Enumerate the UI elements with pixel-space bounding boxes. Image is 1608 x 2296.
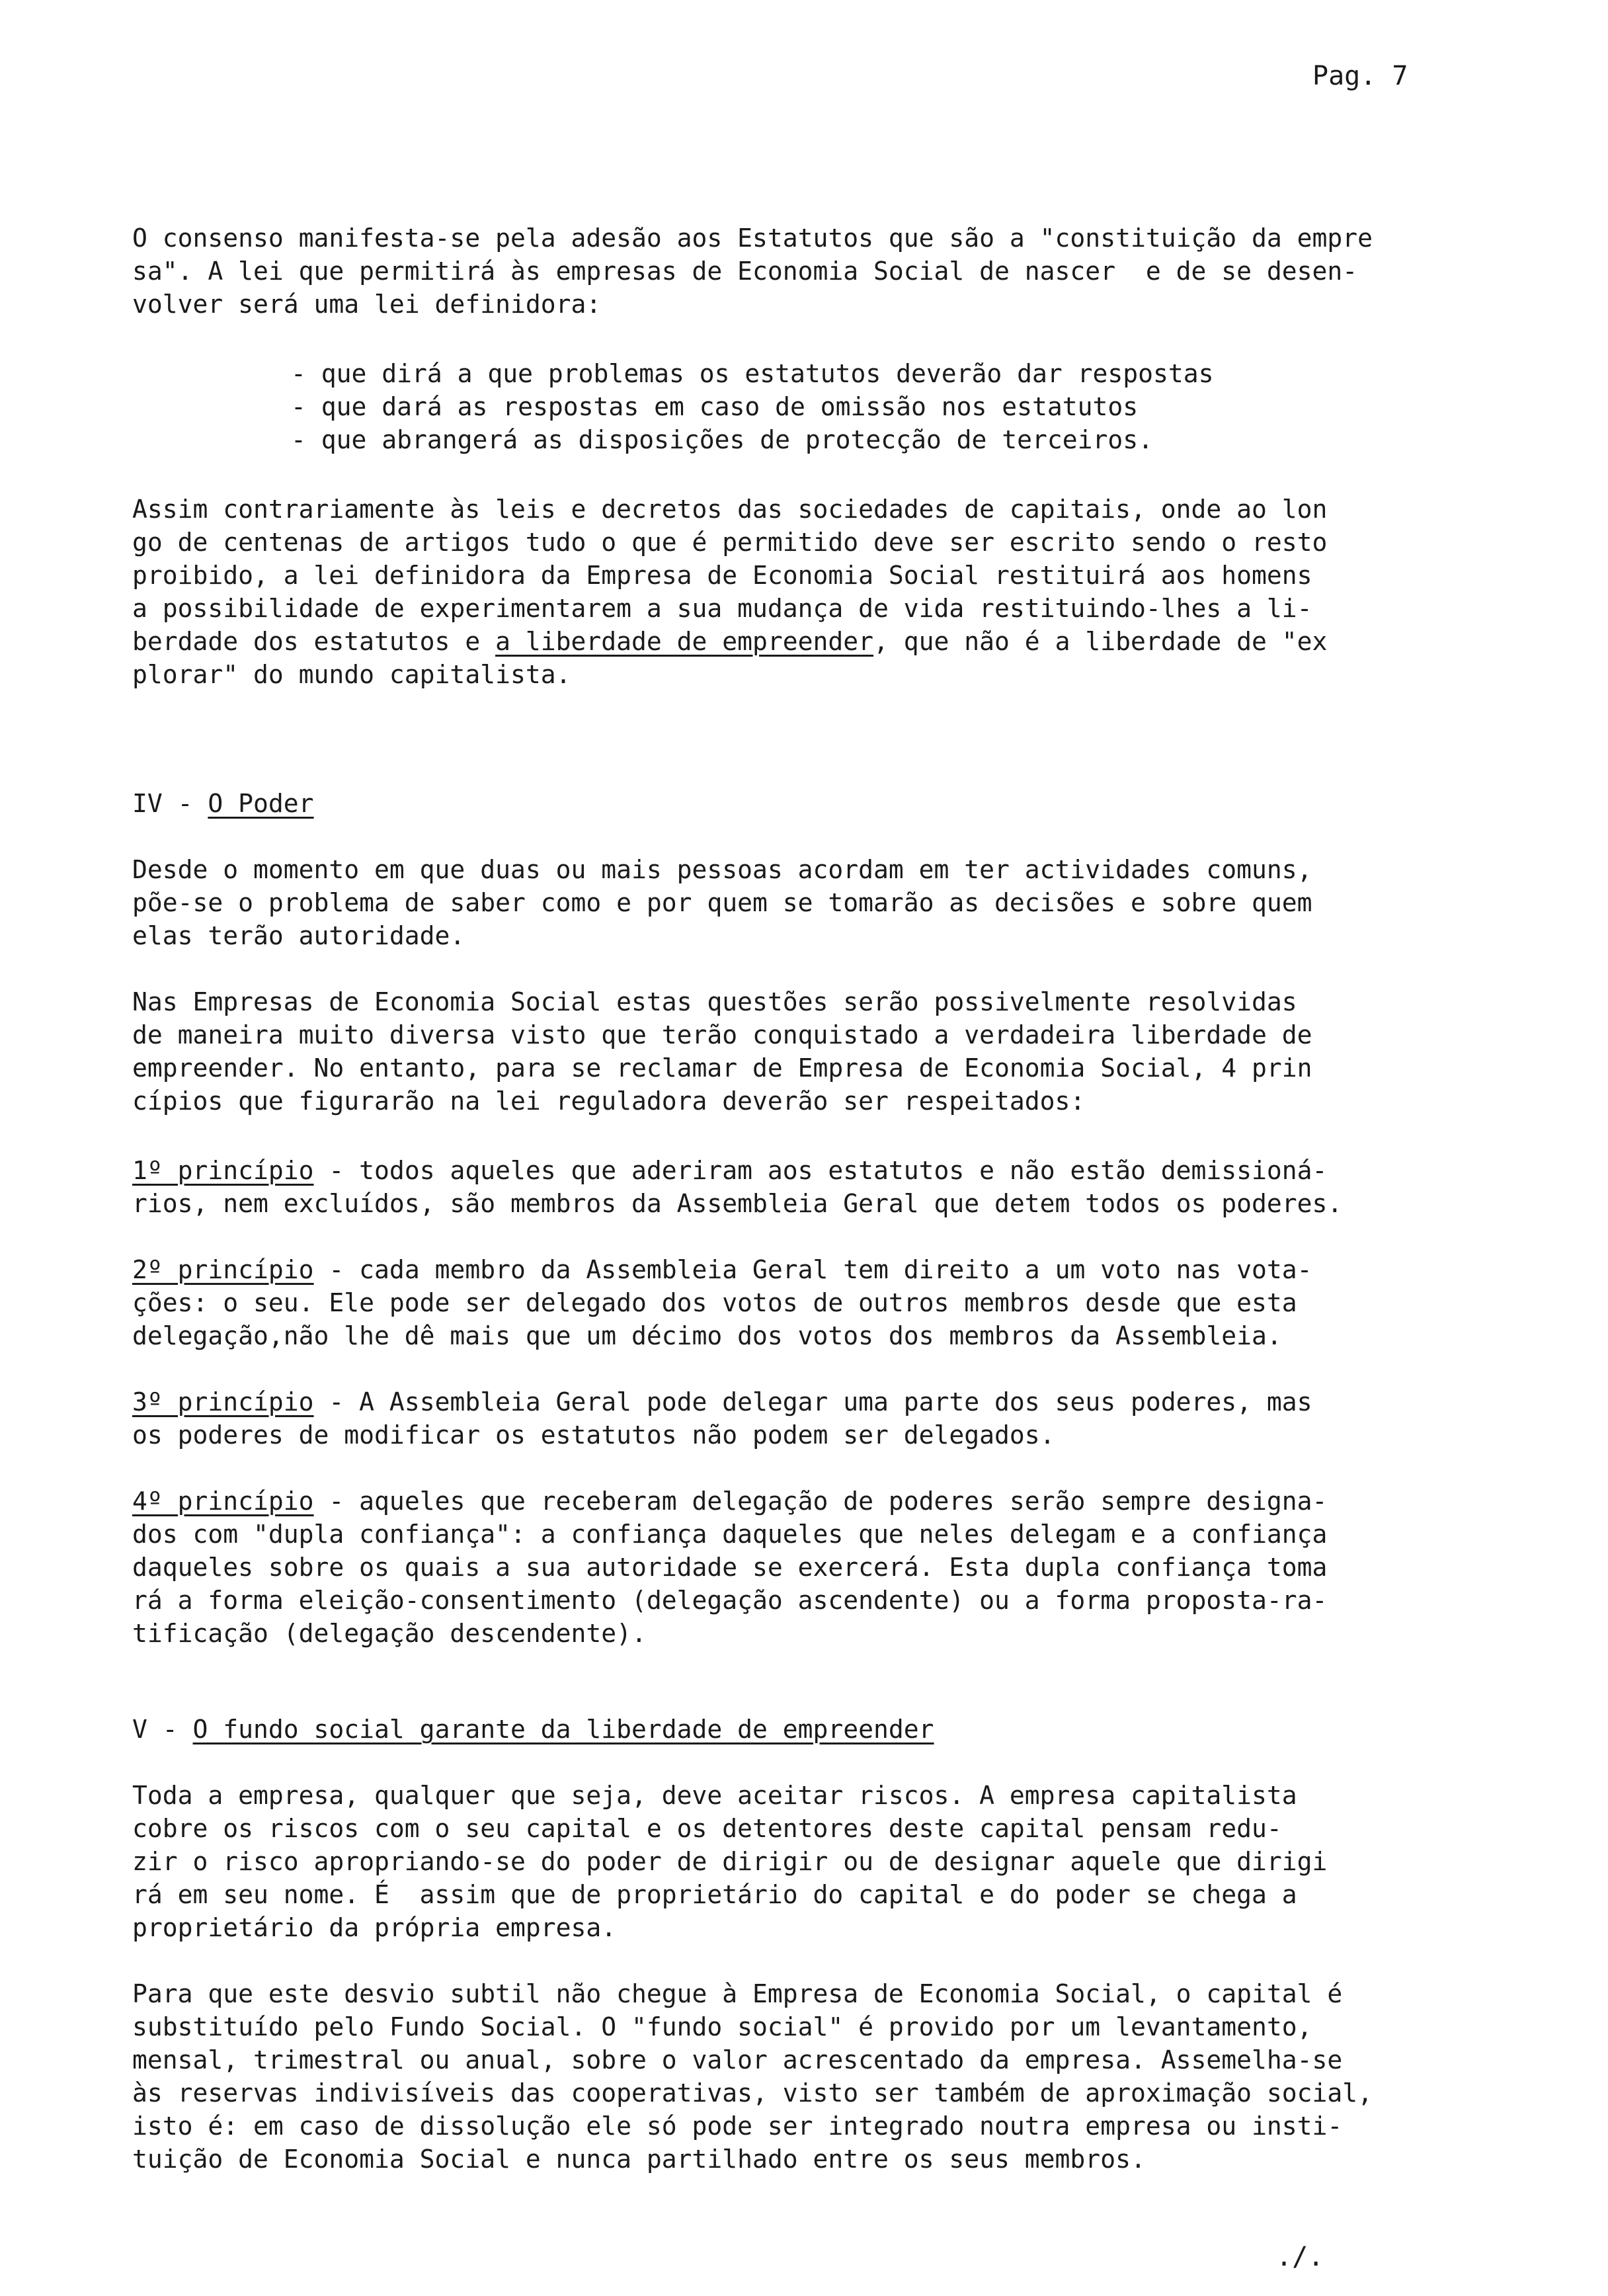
section-number: IV - — [132, 789, 208, 818]
text-line: elas terão autoridade. — [132, 921, 465, 950]
text-line: empreender. No entanto, para se reclamar de Empresa de Economia Social, 4 prin — [132, 1053, 1312, 1083]
text-line: cípios que figurarão na lei reguladora deverão ser respeitados: — [132, 1086, 1086, 1116]
text-line: proprietário da própria empresa. — [132, 1913, 617, 1942]
text-line: às reservas indivisíveis das cooperativas, visto ser também de aproximação social, — [132, 2078, 1373, 2108]
list-item: - que abrangerá as disposições de protecção de terceiros. — [291, 425, 1154, 454]
paragraph-power-principles-intro — [132, 985, 1312, 1118]
text-line — [132, 1154, 1342, 1187]
principle-4 — [132, 1485, 1327, 1650]
heading-line — [132, 787, 314, 820]
text-line — [132, 1253, 1312, 1286]
principle-3 — [132, 1385, 1312, 1452]
text-line: Assim contrariamente às leis e decretos das sociedades de capitais, onde ao lon — [132, 495, 1328, 524]
paragraph-risk — [132, 1779, 1327, 1944]
text-line: volver será uma lei definidora: — [132, 290, 602, 319]
text-line — [132, 1385, 1312, 1418]
paragraph-laws — [132, 493, 1327, 691]
text-line: plorar" do mundo capitalista. — [132, 660, 571, 689]
paragraph-power-intro — [132, 853, 1312, 952]
text-segment: - todos aqueles que aderiram aos estatutos e não estão demissioná- — [313, 1156, 1328, 1185]
text-line: isto é: em caso de dissolução ele só pode ser integrado noutra empresa ou insti- — [132, 2112, 1343, 2141]
text-line: a possibilidade de experimentarem a sua mudança de vida restituindo-lhes a li- — [132, 594, 1312, 623]
section-heading-iv — [132, 787, 314, 820]
section-title: O fundo social garante da liberdade de empreender — [192, 1715, 934, 1744]
paragraph-consensus — [132, 222, 1373, 321]
text-line: Toda a empresa, qualquer que seja, deve aceitar riscos. A empresa capitalista — [132, 1781, 1297, 1810]
text-segment: berdade dos estatutos e — [132, 627, 496, 656]
principle-label: 3º princípio — [132, 1387, 314, 1416]
text-line: sa". A lei que permitirá às empresas de Economia Social de nascer e de se desen- — [132, 257, 1358, 286]
text-line: Para que este desvio subtil não chegue à Empresa de Economia Social, o capital é — [132, 1979, 1343, 2008]
text-line: tuição de Economia Social e nunca partilhado entre os seus membros. — [132, 2145, 1146, 2174]
text-line: tificação (delegação descendente). — [132, 1619, 647, 1648]
text-line: go de centenas de artigos tudo o que é permitido deve ser escrito sendo o resto — [132, 528, 1328, 557]
text-segment: - aqueles que receberam delegação de poderes serão sempre designa- — [313, 1487, 1328, 1516]
principle-label: 1º princípio — [132, 1156, 314, 1185]
text-line — [132, 1485, 1327, 1518]
text-line: rios, nem excluídos, são membros da Assembleia Geral que detem todos os poderes. — [132, 1189, 1343, 1218]
text-line: Desde o momento em que duas ou mais pessoas acordam em ter actividades comuns, — [132, 855, 1312, 884]
text-line: daqueles sobre os quais a sua autoridade se exercerá. Esta dupla confiança toma — [132, 1553, 1328, 1582]
text-line: Nas Empresas de Economia Social estas questões serão possivelmente resolvidas — [132, 987, 1297, 1016]
bullet-list — [132, 357, 1214, 456]
text-line: zir o risco apropriando-se do poder de dirigir ou de designar aquele que dirigi — [132, 1847, 1328, 1876]
text-line: rá a forma eleição-consentimento (delegação ascendente) ou a forma proposta-ra- — [132, 1586, 1328, 1615]
section-heading-v — [132, 1713, 934, 1746]
text-line: delegação,não lhe dê mais que um décimo dos votos dos membros da Assembleia. — [132, 1321, 1282, 1350]
text-line: põe-se o problema de saber como e por quem se tomarão as decisões e sobre quem — [132, 888, 1312, 917]
text-segment: - cada membro da Assembleia Geral tem direito a um voto nas vota- — [313, 1255, 1312, 1284]
principle-1 — [132, 1154, 1342, 1220]
principle-2 — [132, 1253, 1312, 1352]
list-item: - que dará as respostas em caso de omissão nos estatutos — [291, 392, 1139, 421]
principle-label: 2º princípio — [132, 1255, 314, 1284]
page-number: Pag. 7 — [1312, 61, 1408, 91]
text-line: O consenso manifesta-se pela adesão aos Estatutos que são a "constituição da empre — [132, 224, 1373, 253]
text-line: dos com "dupla confiança": a confiança daqueles que neles delegam e a confiança — [132, 1520, 1328, 1549]
text-line: rá em seu nome. É assim que de proprietário do capital e do poder se chega a — [132, 1880, 1297, 1909]
heading-line — [132, 1713, 934, 1746]
principle-label: 4º princípio — [132, 1487, 314, 1516]
list-item: - que dirá a que problemas os estatutos deverão dar respostas — [291, 359, 1214, 388]
text-line: substituído pelo Fundo Social. O "fundo social" é provido por um levantamento, — [132, 2012, 1312, 2041]
text-line: cobre os riscos com o seu capital e os detentores deste capital pensam redu- — [132, 1814, 1282, 1843]
text-segment: - A Assembleia Geral pode delegar uma parte dos seus poderes, mas — [313, 1387, 1312, 1416]
text-line: mensal, trimestral ou anual, sobre o valor acrescentado da empresa. Assemelha-se — [132, 2045, 1343, 2074]
text-line: de maneira muito diversa visto que terão conquistado a verdadeira liberdade de — [132, 1020, 1312, 1049]
section-title: O Poder — [208, 789, 314, 818]
paragraph-social-fund — [132, 1977, 1373, 2176]
text-line: proibido, a lei definidora da Empresa de Economia Social restituirá aos homens — [132, 561, 1312, 590]
emphasis-underlined: a liberdade de empreender — [495, 627, 874, 656]
text-segment: , que não é a liberdade de "ex — [873, 627, 1328, 656]
text-line — [132, 625, 1327, 658]
text-line: os poderes de modificar os estatutos não podem ser delegados. — [132, 1420, 1055, 1450]
text-line: ções: o seu. Ele pode ser delegado dos votos de outros membros desde que esta — [132, 1288, 1297, 1317]
section-number: V - — [132, 1715, 193, 1744]
continuation-mark: ./. — [1276, 2242, 1324, 2272]
